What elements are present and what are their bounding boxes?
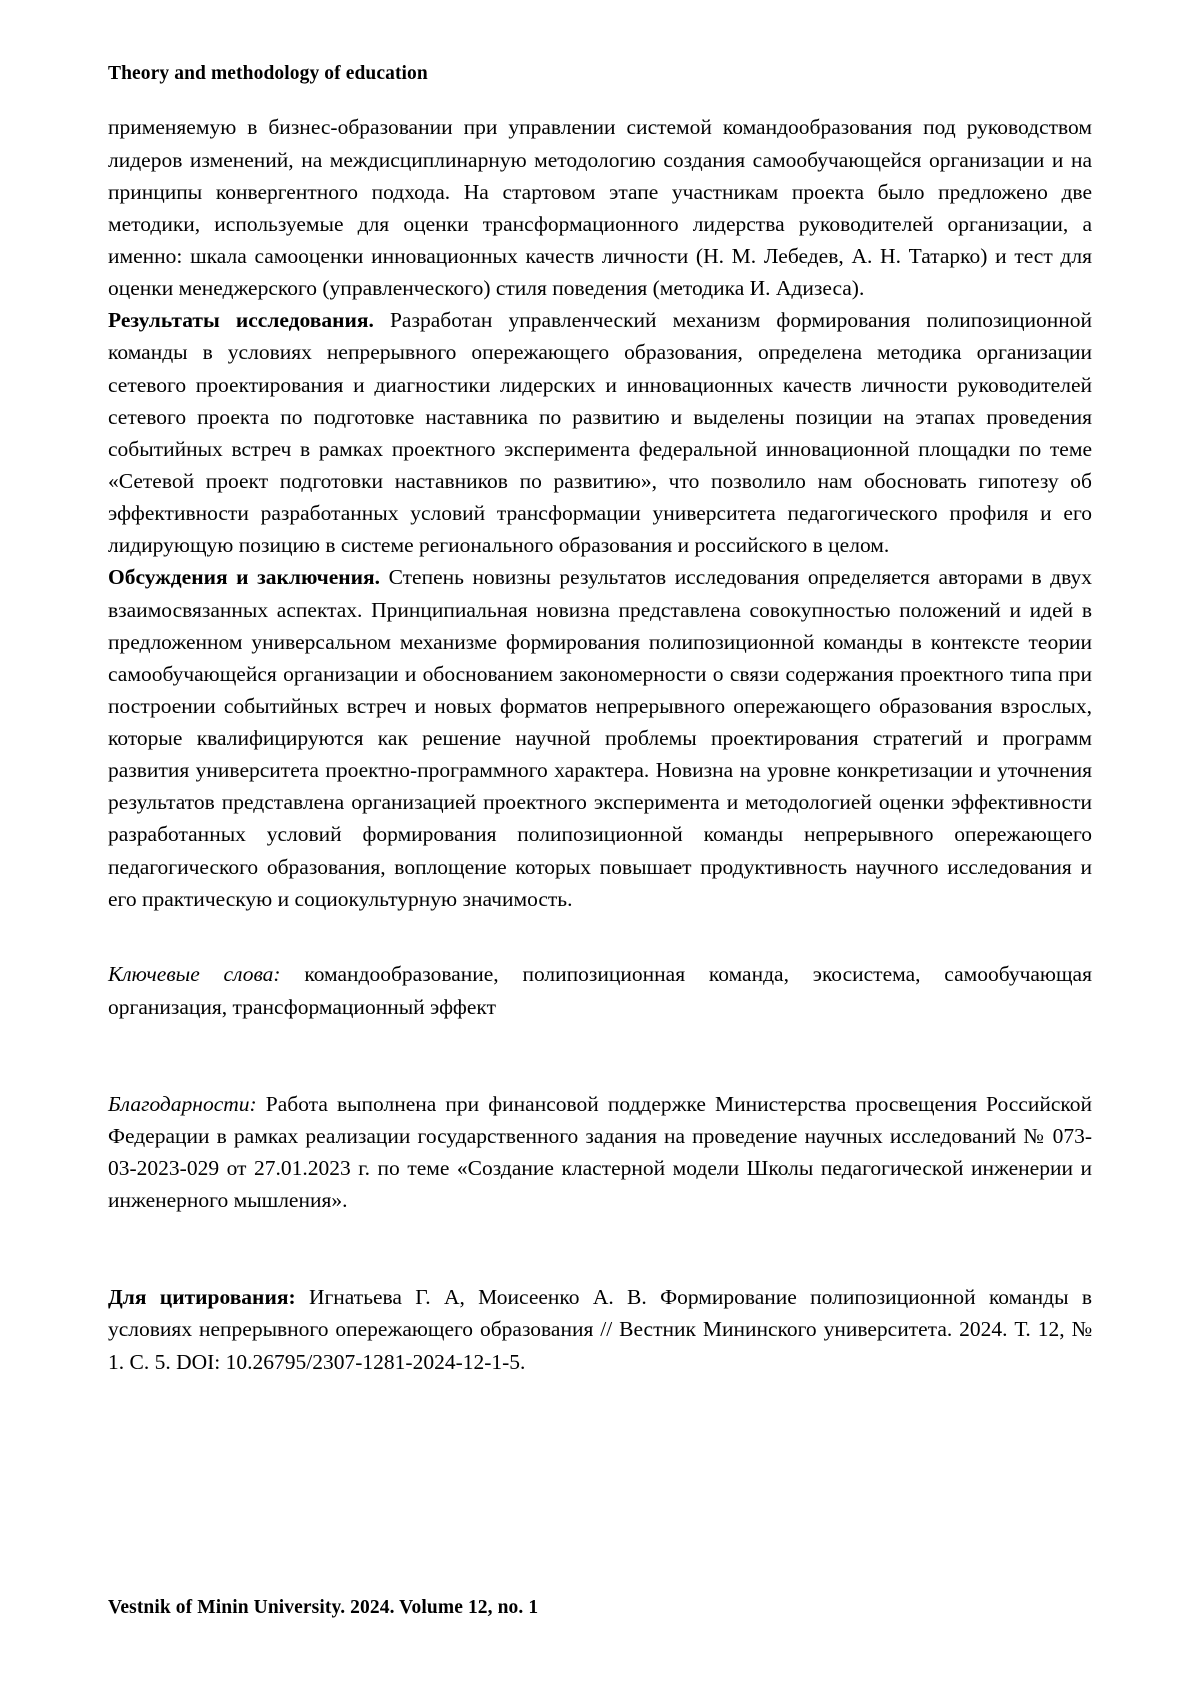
results-heading: Результаты исследования. <box>108 308 374 333</box>
acknowledgements-text: Работа выполнена при финансовой поддержке Министерства просвещения Российской Федерации в рамках реализации государственного задания на проведение научных исследований № 073-03-2023-029 от 27.01.2023 г. по теме «Создание кластерной модели Школы педагогической инженерии и инженерного мышления». <box>108 1091 1092 1213</box>
spacer-before-citation <box>108 1238 1092 1260</box>
keywords-label: Ключевые слова: <box>108 962 281 987</box>
discussion-text: Степень новизны результатов исследования определяется авторами в двух взаимосвязанных аспектах. Принципиальная новизна представлена совокупностью положений и идей в предложенном универсальном механизме формирования полипозиционной команды в контексте теории самообучающейся организации и обоснованием закономерности о связи содержания проектного типа при построении событийных встреч и новых форматов непрерывного опережающего образования взрослых, которые квалифицируются как решение научной проблемы проектирования стратегий и программ развития университета проектно-программного характера. Новизна на уровне конкретизации и уточнения результатов представлена организацией проектного эксперимента и методологией оценки эффективности разработанных условий формирования полипозиционной команды непрерывного опережающего педагогического образования, воплощение которых повышает продуктивность научного исследования и его практическую и социокультурную значимость. <box>108 565 1093 911</box>
page-footer: Vestnik of Minin University. 2024. Volume 12, no. 1 <box>108 1597 539 1618</box>
running-head: Theory and methodology of education <box>108 63 428 84</box>
citation-label: Для цитирования: <box>108 1285 296 1310</box>
discussion-paragraph <box>108 561 1092 915</box>
spacer-before-keywords <box>108 915 1092 937</box>
results-paragraph <box>108 304 1092 561</box>
citation-text: Игнатьева Г. А, Моисеенко А. В. Формирование полипозиционной команды в условиях непрерывного опережающего образования // Вестник Мининского университета. 2024. Т. 12, № 1. С. 5. DOI: 10.26795/2307-1281-2024-12-1-5. <box>108 1285 1093 1374</box>
acknowledgements-label: Благодарности: <box>108 1091 257 1116</box>
acknowledgements-paragraph <box>108 1088 1092 1217</box>
keywords-paragraph <box>108 958 1092 1022</box>
citation-paragraph <box>108 1281 1092 1377</box>
spacer-before-acknowledgements <box>108 1044 1092 1066</box>
keywords-text: командообразование, полипозиционная команда, экосистема, самообучающая организация, трансформационный эффект <box>108 962 1092 1019</box>
paragraph-continued <box>108 111 1092 304</box>
results-text: Разработан управленческий механизм формирования полипозиционной команды в условиях непрерывного опережающего образования, определена методика организации сетевого проектирования и диагностики лидерских и инновационных качеств личности руководителей сетевого проекта по подготовке наставника по развитию и выделены позиции на этапах проведения событийных встреч в рамках проектного эксперимента федеральной инновационной площадки по теме «Сетевой проект подготовки наставников по развитию», что позволило нам обосновать гипотезу об эффективности разработанных условий трансформации университета педагогического профиля и его лидирующую позицию в системе регионального образования и российского в целом. <box>108 308 1092 558</box>
paragraph-continued-text: применяемую в бизнес-образовании при управлении системой командообразования под руководством лидеров изменений, на междисциплинарную методологию создания самообучающейся организации и на принципы конвергентного подхода. На стартовом этапе участникам проекта было предложено две методики, используемые для оценки трансформационного лидерства руководителей организации, а именно: шкала самооценки инновационных качеств личности (Н. М. Лебедев, А. Н. Татарко) и тест для оценки менеджерского (управленческого) стиля поведения (методика И. Адизеса). <box>108 115 1092 301</box>
discussion-heading: Обсуждения и заключения. <box>108 565 381 590</box>
